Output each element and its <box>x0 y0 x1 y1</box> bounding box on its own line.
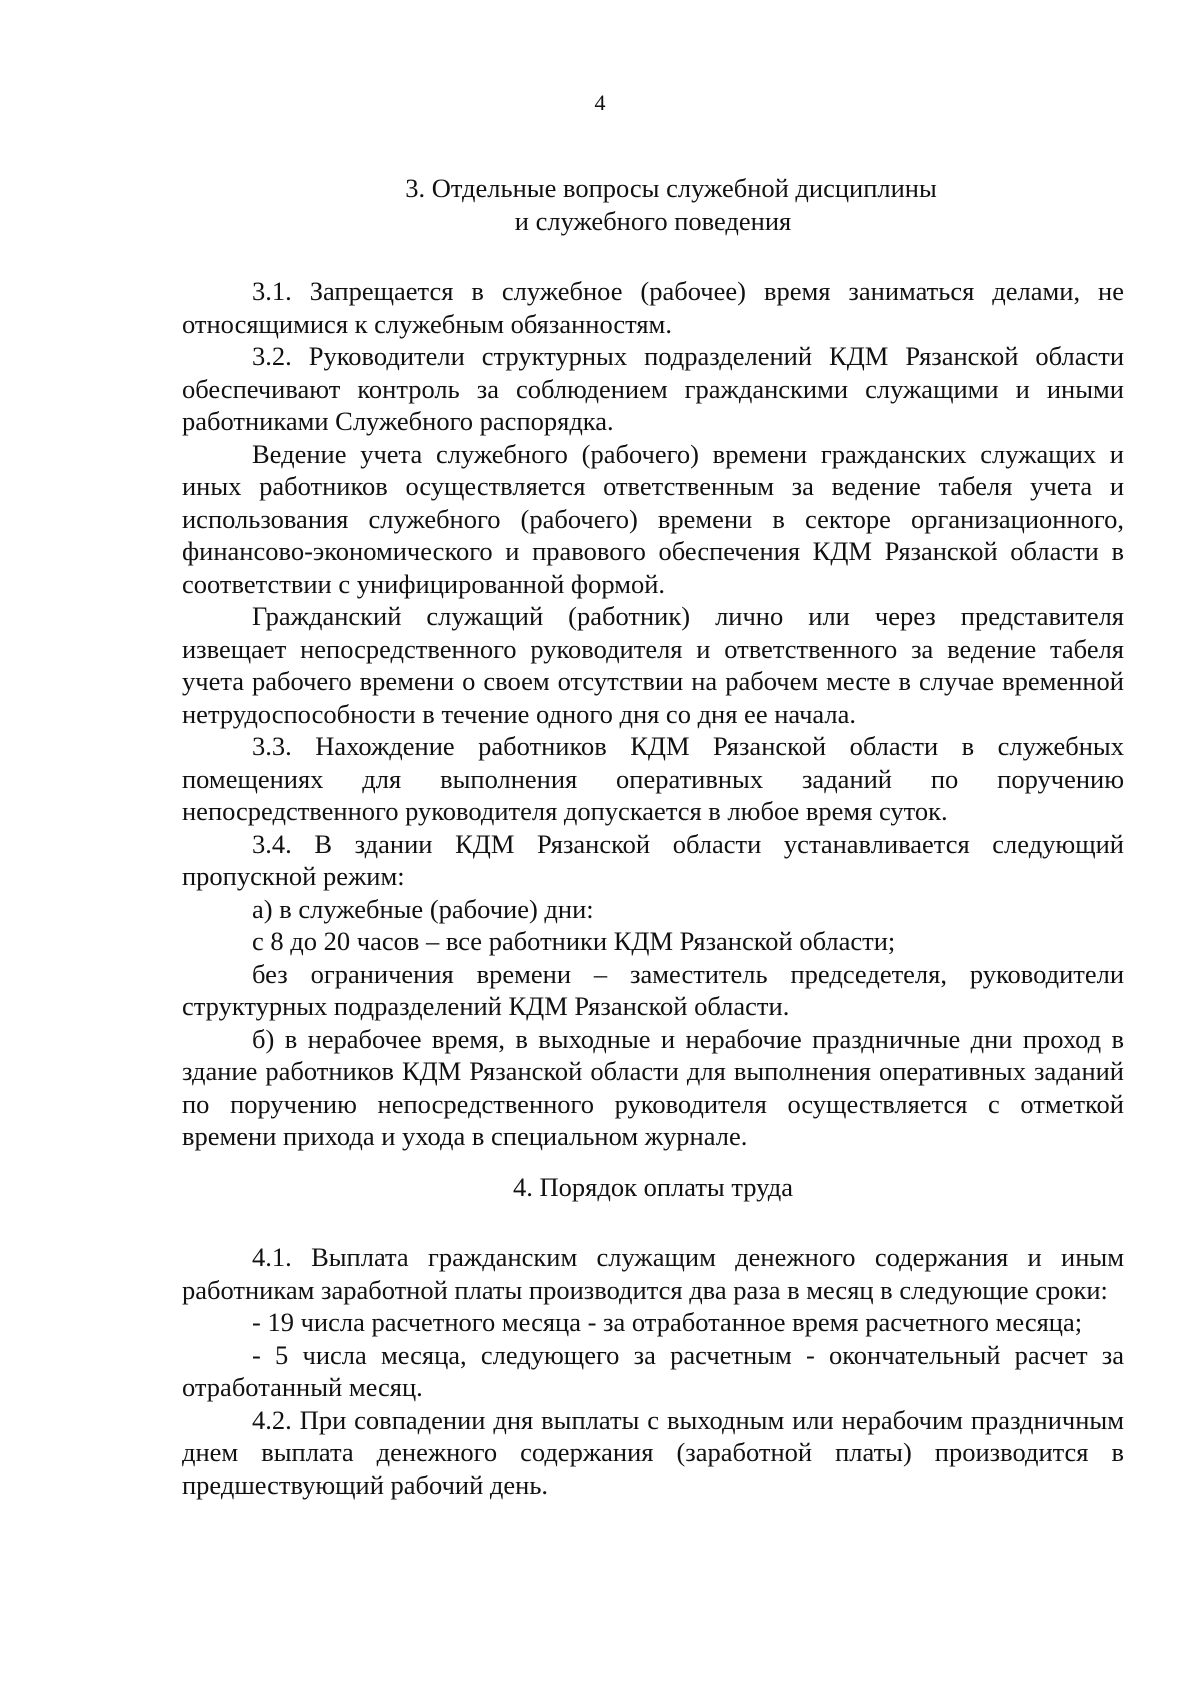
section-4-heading <box>182 1171 1124 1204</box>
document-body <box>182 172 1124 1501</box>
paragraph-3-2: 3.2. Руководители структурных подразделений КДМ Рязанской области обеспечивают контроль за соблюдением гражданскими служащими и иными работниками Служебного распорядка. <box>182 341 1124 436</box>
paragraph-time-accounting: Ведение учета служебного (рабочего) времени гражданских служащих и иных работников осуществляется ответственным за ведение табеля учета и использования служебного (рабочего) времени в секторе организационного, финансово-экономического и правового обеспечения КДМ Рязанской области в соответствии с унифицированной формой. <box>182 438 1124 599</box>
section-3-title-line-1: 3. Отдельные вопросы служебной дисциплины <box>405 173 937 203</box>
paragraph-unlimited-time: без ограничения времени – заместитель председетеля, руководители структурных подразделений КДМ Рязанской области. <box>182 958 1124 1021</box>
section-3-heading <box>182 172 1124 237</box>
paragraph-3-4: 3.4. В здании КДМ Рязанской области устанавливается следующий пропускной режим: <box>182 828 1124 891</box>
section-4-title: 4. Порядок оплаты труда <box>513 1171 793 1202</box>
paragraph-4-1: 4.1. Выплата гражданским служащим денежного содержания и иным работникам заработной платы производится два раза в месяц в следующие сроки: <box>182 1242 1124 1305</box>
page-number: 4 <box>594 90 606 115</box>
paragraph-hours: с 8 до 20 часов – все работники КДМ Рязанской области; <box>252 926 896 956</box>
paragraph-3-3: 3.3. Нахождение работников КДМ Рязанской области в служебных помещениях для выполнения оперативных заданий по поручению непосредственного руководителя допускается в любое время суток. <box>182 731 1124 826</box>
section-3-title-line-2: и служебного поведения <box>514 205 792 236</box>
paragraph-3-1: 3.1. Запрещается в служебное (рабочее) время заниматься делами, не относящимися к служебным обязанностям. <box>182 276 1124 339</box>
paragraph-workdays: а) в служебные (рабочие) дни: <box>252 893 594 924</box>
paragraph-4-2: 4.2. При совпадении дня выплаты с выходным или нерабочим праздничным днем выплата денежного содержания (заработной платы) производится в предшествующий рабочий день. <box>182 1404 1124 1500</box>
paragraph-payment-19: - 19 числа расчетного месяца - за отработанное время расчетного месяца; <box>252 1307 1083 1337</box>
paragraph-payment-5: - 5 числа месяца, следующего за расчетным - окончательный расчет за отработанный месяц. <box>182 1339 1124 1402</box>
paragraph-nonworking-time: б) в нерабочее время, в выходные и нерабочие праздничные дни проход в здание работников КДМ Рязанской области для выполнения оперативных заданий по поручению непосредственного руководителя осуществляется с отметкой времени прихода и ухода в специальном журнале. <box>182 1023 1124 1151</box>
paragraph-absence-notice: Гражданский служащий (работник) лично или через представителя извещает непосредственного руководителя и ответственного за ведение табеля учета рабочего времени о своем отсутствии на рабочем месте в случае временной нетрудоспособности в течение одного дня со дня ее начала. <box>182 601 1124 729</box>
